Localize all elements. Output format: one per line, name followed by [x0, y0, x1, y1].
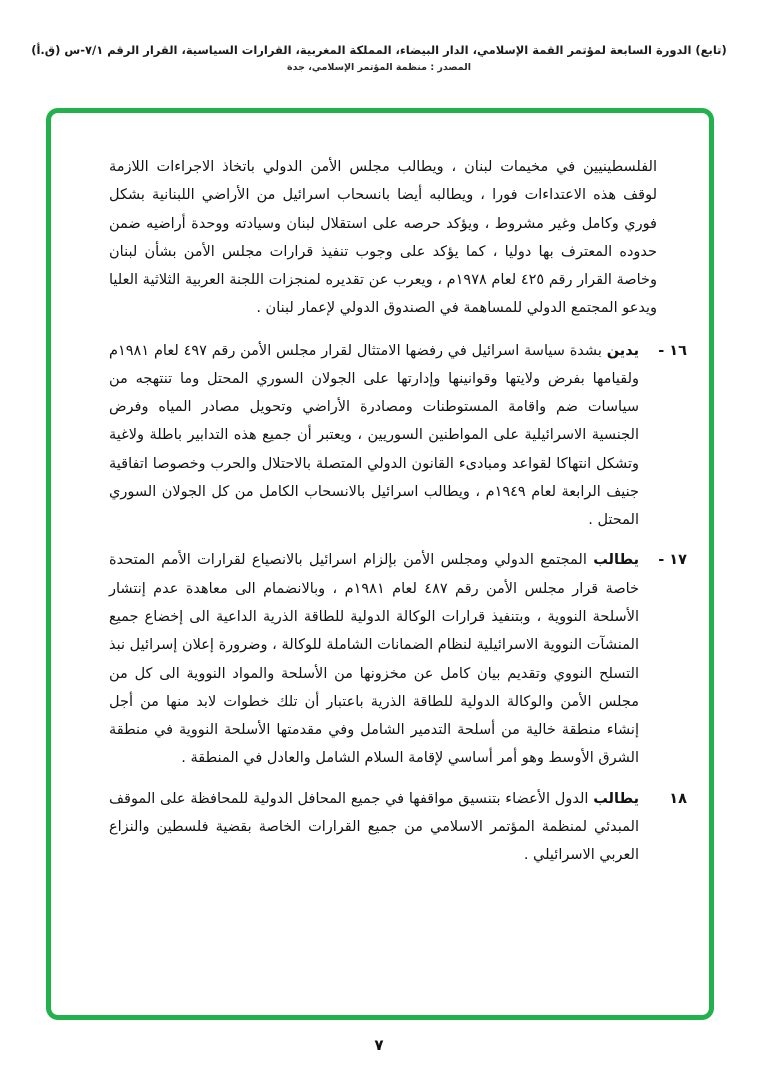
resolution-item-17 — [109, 546, 687, 772]
document-body — [51, 113, 709, 901]
document-header — [0, 0, 758, 73]
item-body-text: الدول الأعضاء بتنسيق مواقفها في جميع المحافل الدولية للمحافظة على الموقف المبدئي لمنظمة المؤتمر الاسلامي من جميع القرارات الخاصة بقضية فلسطين والنزاع العربي الاسرائيلي . — [109, 790, 639, 864]
item-text — [109, 785, 639, 870]
header-title-line: (تابع) الدورة السابعة لمؤتمر القمة الإسلامي، الدار البيضاء، المملكة المغربية، القرارات السياسية، القرار الرقم ٧/١-س (ق.أ) — [31, 43, 727, 57]
item-text — [109, 337, 639, 535]
item-body-text: المجتمع الدولي ومجلس الأمن بإلزام اسرائيل بالانصياع لقرارات الأمم المتحدة خاصة قرار مجلس الأمن رقم ٤٨٧ لعام ١٩٨١م ، وبالانضمام الى معاهدة عدم إنتشار الأسلحة النووية ، وبتنفيذ قرارات الوكالة الدولية للطاقة الذرية الداعية الى إخضاع جميع المنشآت النووية الاسرائيلية لنظام الضمانات الشاملة للوكالة ، وضرورة إعلان إسرائيل نبذ التسلح النووي وتقديم بيان كامل عن مخزونها من الأسلحة والمواد النووية الى كل من مجلس الأمن والوكالة الدولية للطاقة الذرية باعتبار أن تلك خطوات لابد منها من أجل إنشاء منطقة خالية من أسلحة التدمير الشامل وفي مقدمتها الأسلحة النووية في منطقة الشرق الأوسط وهو أمر أساسي لإقامة السلام الشامل والعادل في المنطقة . — [109, 552, 640, 767]
item-lead-word: يطالب — [593, 790, 640, 807]
item-lead-word: يطالب — [593, 552, 640, 569]
item-text — [109, 546, 639, 772]
resolution-item-18 — [109, 785, 687, 870]
item-number: ١٨ — [669, 790, 687, 807]
paragraph-continuation: الفلسطينيين في مخيمات لبنان ، ويطالب مجلس الأمن الدولي باتخاذ الاجراءات اللازمة لوقف هذه الاعتداءات فورا ، ويطالبه أيضا بانسحاب اسرائيل من الأراضي اللبنانية بشكل فوري وكامل وغير مشروط ، ويؤكد حرصه على استقلال لبنان وسيادته ووحدة أراضيه ضمن حدوده المعترف بها دوليا ، كما يؤكد على وجوب تنفيذ قرارات مجلس الأمن بشأن لبنان وخاصة القرار رقم ٤٢٥ لعام ١٩٧٨م ، ويعرب عن تقديره لمنجزات اللجنة العربية الثلاثية العليا ويدعو المجتمع الدولي للمساهمة في الصندوق الدولي لإعمار لبنان . — [109, 159, 657, 317]
resolution-item-16 — [109, 337, 687, 535]
item-body-text: بشدة سياسة اسرائيل في رفضها الامتثال لقرار مجلس الأمن رقم ٤٩٧ لعام ١٩٨١م ولقيامها بفرض ولايتها وقوانينها وإدارتها على الجولان السوري المحتل وما تنتهجه من سياسات ضم واقامة المستوطنات ومصادرة الأراضي وتحويل مصادر المياه وفرض الجنسية الاسرائيلية على المواطنين السوريين ، ويعتبر أن جميع هذه التدابير باطلة ولاغية وتشكل انتهاكا لقواعد ومبادىء القانون الدولي المتصلة بالاحتلال والحرب وخصوصا اتفاقية جنيف الرابعة لعام ١٩٤٩م ، ويطالب اسرائيل بالانسحاب الكامل من كل الجولان السوري المحتل . — [109, 342, 640, 529]
item-number: ١٦ - — [658, 342, 687, 359]
item-number: ١٧ - — [658, 552, 687, 569]
item-lead-word: يدين — [606, 342, 640, 359]
content-border-box — [46, 108, 714, 1020]
header-source-line: المصدر : منظمة المؤتمر الإسلامي، جدة — [287, 62, 471, 74]
page-number: ٧ — [374, 1036, 384, 1054]
